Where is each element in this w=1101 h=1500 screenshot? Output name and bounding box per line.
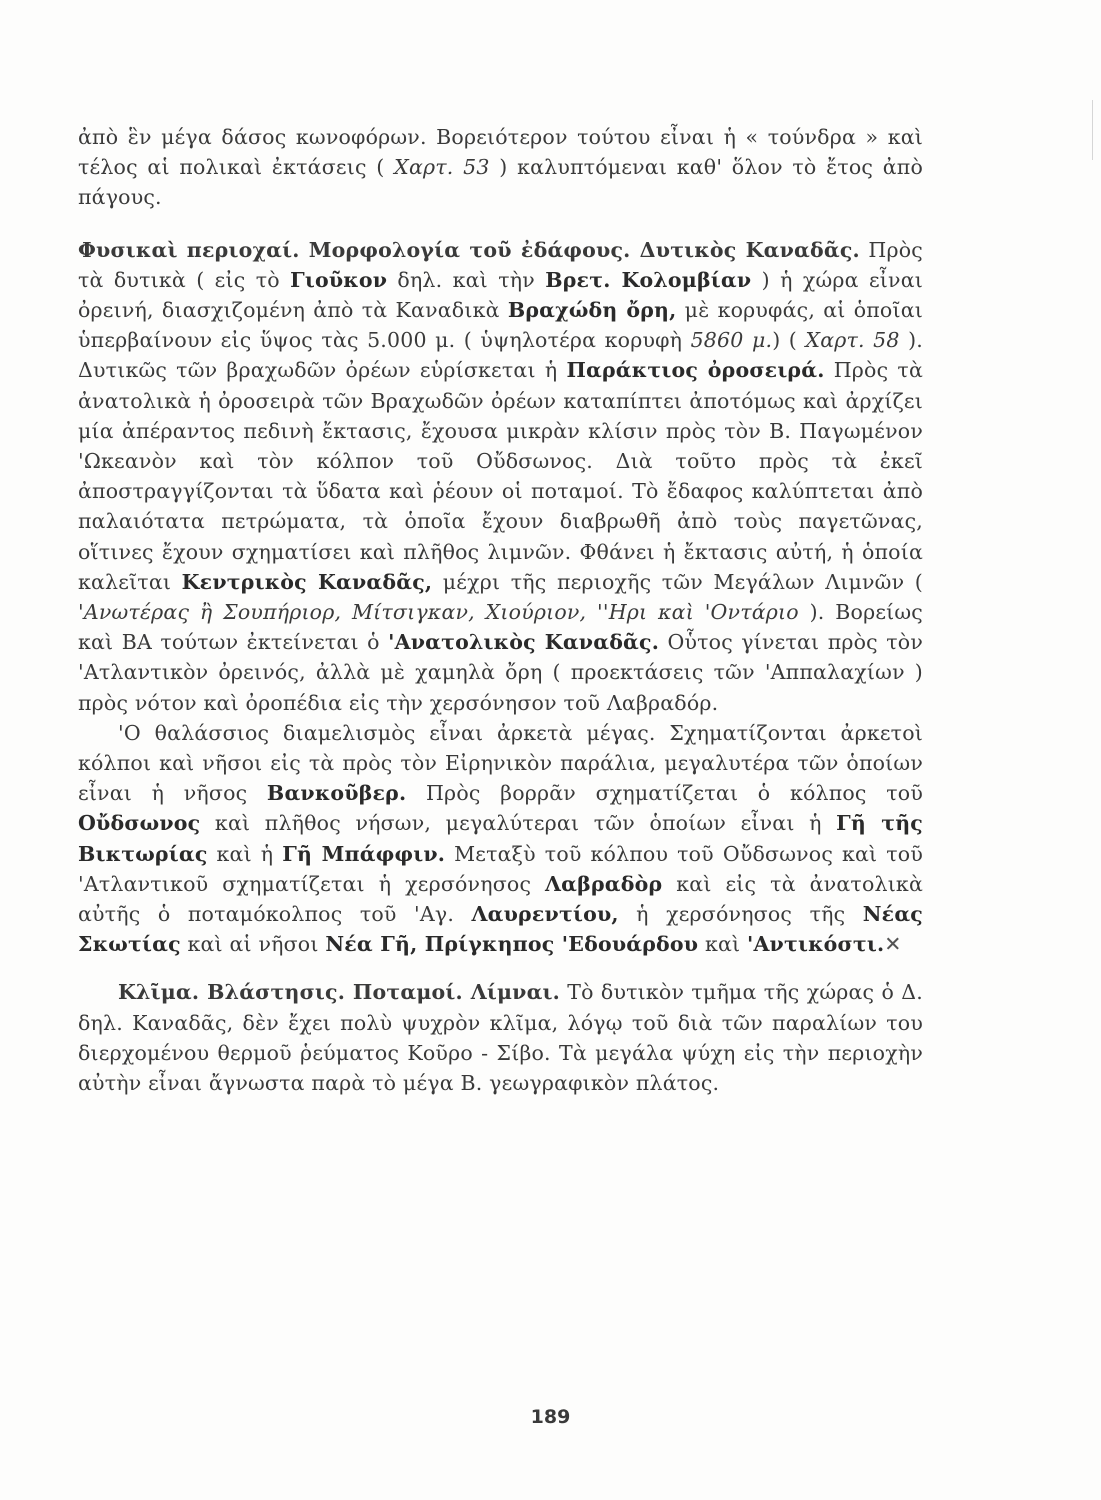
handwritten-cross-mark: ✕ bbox=[884, 932, 902, 957]
section-heading-regions: Φυσικαὶ περιοχαί. Μορφολογία τοῦ ἐδάφους. Δυτικὸς Καναδᾶς. bbox=[78, 237, 860, 262]
place-hudson: Οὔδσωνος bbox=[78, 811, 201, 836]
section-heading-climate: Κλῖμα. Βλάστησις. Ποταμοί. Λίμναι. bbox=[118, 980, 561, 1005]
place-labrador: Λαβραδὸρ bbox=[545, 871, 663, 896]
place-baffin-land: Γῆ Μπάφφιν. bbox=[282, 841, 446, 866]
place-british-columbia: Βρετ. Κολομβίαν bbox=[545, 267, 752, 292]
place-yukon: Γιοῦκον bbox=[290, 267, 388, 292]
map-reference: Χαρτ. 53 bbox=[394, 155, 490, 180]
place-newfoundland-pei: Νέα Γῆ, Πρίγκηπος 'Εδουάρδου bbox=[325, 932, 699, 957]
paragraph-coastline: 'Ο θαλάσσιος διαμελισμὸς εἶναι ἀρκετὰ μέγας. Σχηματίζονται ἀρκετοὶ κόλποι καὶ νῆσοι εἰς τὰ πρὸς τὸν Εἰρηνικὸν παράλια, μεγαλυτέρα τῶν ὁποίων εἶναι ἡ νῆσος Βανκοῦβερ. Πρὸς βορρᾶν σχηματίζεται ὁ κόλπος τοῦ Οὔδσωνος καὶ πλῆθος νήσων, μεγαλύτεραι τῶν ὁποίων εἶναι ἡ Γῆ τῆς Βικτωρίας καὶ ἡ Γῆ Μπάφφιν. Μεταξὺ τοῦ κόλπου τοῦ Οὔδσωνος καὶ τοῦ 'Ατλαντικοῦ σχηματίζεται ἡ χερσόνησος Λαβραδὸρ καὶ εἰς τὰ ἀνατολικὰ αὐτῆς ὁ ποταμόκολπος τοῦ 'Αγ. Λαυρεντίου, ἡ χερσόνησος τῆς Νέας Σκωτίας καὶ αἱ νῆσοι Νέα Γῆ, Πρίγκηπος 'Εδουάρδου καὶ 'Αντικόστι.✕ bbox=[78, 720, 923, 957]
paragraph-tundra: ἀπὸ ἓν μέγα δάσος κωνοφόρων. Βορειότερον τούτου εἶναι ἡ « τούνδρα » καὶ τέλος αἱ πολικαὶ ἐκτάσεις ( Χαρτ. 53 ) καλυπτόμεναι καθ' ὅλον τὸ ἔτος ἀπὸ πάγους. bbox=[78, 125, 923, 210]
place-vancouver: Βανκοῦβερ. bbox=[266, 781, 407, 806]
place-rocky-mountains: Βραχώδη ὄρη, bbox=[507, 298, 677, 323]
place-central-canada: Κεντρικὸς Καναδᾶς, bbox=[181, 569, 433, 594]
map-reference: Χαρτ. 58 bbox=[805, 328, 900, 353]
paragraph-morphology: Φυσικαὶ περιοχαί. Μορφολογία τοῦ ἐδάφους. Δυτικὸς Καναδᾶς. Πρὸς τὰ δυτικὰ ( εἰς τὸ Γιοῦκον δηλ. καὶ τὴν Βρετ. Κολομβίαν ) ἡ χώρα εἶναι ὀρεινή, διασχιζομένη ἀπὸ τὰ Καναδικὰ Βραχώδη ὄρη, μὲ κορυφάς, αἱ ὁποῖαι ὑπερβαίνουν εἰς ὕψος τὰς 5.000 μ. ( ὑψηλοτέρα κορυφὴ 5860 μ.) ( Χαρτ. 58 ). Δυτικῶς τῶν βραχωδῶν ὀρέων εὑρίσκεται ἡ Παράκτιος ὀροσειρά. Πρὸς τὰ ἀνατολικὰ ἡ ὀροσειρὰ τῶν Βραχωδῶν ὀρέων καταπίπτει ἀποτόμως καὶ ἀρχίζει μία ἀπέραντος πεδινὴ ἔκτασις, ἔχουσα μικρὰν κλίσιν πρὸς τὸν Β. Παγωμένον 'Ωκεανὸν καὶ τὸν κόλπον τοῦ Οὔδσωνος. Διὰ τοῦτο πρὸς τὰ ἐκεῖ ἀποστραγγίζονται τὰ ὕδατα καὶ ῥέουν οἱ ποταμοί. Τὸ ἔδαφος καλύπτεται ἀπὸ παλαιότατα πετρώματα, τὰ ὁποῖα ἔχουν διαβρωθῆ ἀπὸ τοὺς παγετῶνας, οἵτινες ἔχουν σχηματίσει καὶ πλῆθος λιμνῶν. Φθάνει ἡ ἔκτασις αὐτή, ἡ ὁποία καλεῖται Κεντρικὸς Καναδᾶς, μέχρι τῆς περιοχῆς τῶν Μεγάλων Λιμνῶν ( 'Ανωτέρας ἢ Σουπήριορ, Μίτσιγκαν, Χιούριον, ''Ηρι καὶ 'Οντάριο ). Βορείως καὶ ΒΑ τούτων ἐκτείνεται ὁ 'Ανατολικὸς Καναδᾶς. Οὗτος γίνεται πρὸς τὸν 'Ατλαντικὸν ὀρεινός, ἀλλὰ μὲ χαμηλὰ ὄρη ( προεκτάσεις τῶν 'Aππαλαχίων ) πρὸς νότον καὶ ὀροπέδια εἰς τὴν χερσόνησον τοῦ Λαβραδόρ. bbox=[78, 237, 923, 715]
peak-height: 5860 μ. bbox=[690, 328, 773, 353]
body-text bbox=[78, 122, 923, 1098]
place-anticosti: 'Αντικόστι. bbox=[746, 932, 885, 957]
great-lakes-list: 'Ανωτέρας ἢ Σουπήριορ, Μίτσιγκαν, Χιούριον, ''Ηρι καὶ 'Οντάριο bbox=[78, 600, 799, 625]
paragraph-climate: Κλῖμα. Βλάστησις. Ποταμοί. Λίμναι. Τὸ δυτικὸν τμῆμα τῆς χώρας ὁ Δ. δηλ. Καναδᾶς, δὲν ἔχει πολὺ ψυχρὸν κλῖμα, λόγῳ τοῦ διὰ τῶν παραλίων του διερχομένου θερμοῦ ῥεύματος Κοῦρο - Σίβο. Τὰ μεγάλα ψύχη εἰς τὴν περιοχὴν αὐτὴν εἶναι ἄγνωστα παρὰ τὸ μέγα Β. γεωγραφικὸν πλάτος. bbox=[78, 980, 923, 1096]
place-victoria-land: Γῆ τῆς Βικτωρίας bbox=[78, 811, 923, 866]
page-number: 189 bbox=[530, 1406, 571, 1428]
page-edge-mark bbox=[1092, 100, 1101, 160]
place-nova-scotia: Νέας Σκωτίας bbox=[78, 902, 923, 957]
place-coast-range: Παράκτιος ὀροσειρά. bbox=[566, 358, 825, 383]
place-st-lawrence: Λαυρεντίου, bbox=[471, 902, 619, 927]
place-eastern-canada: 'Ανατολικὸς Καναδᾶς. bbox=[388, 630, 660, 655]
